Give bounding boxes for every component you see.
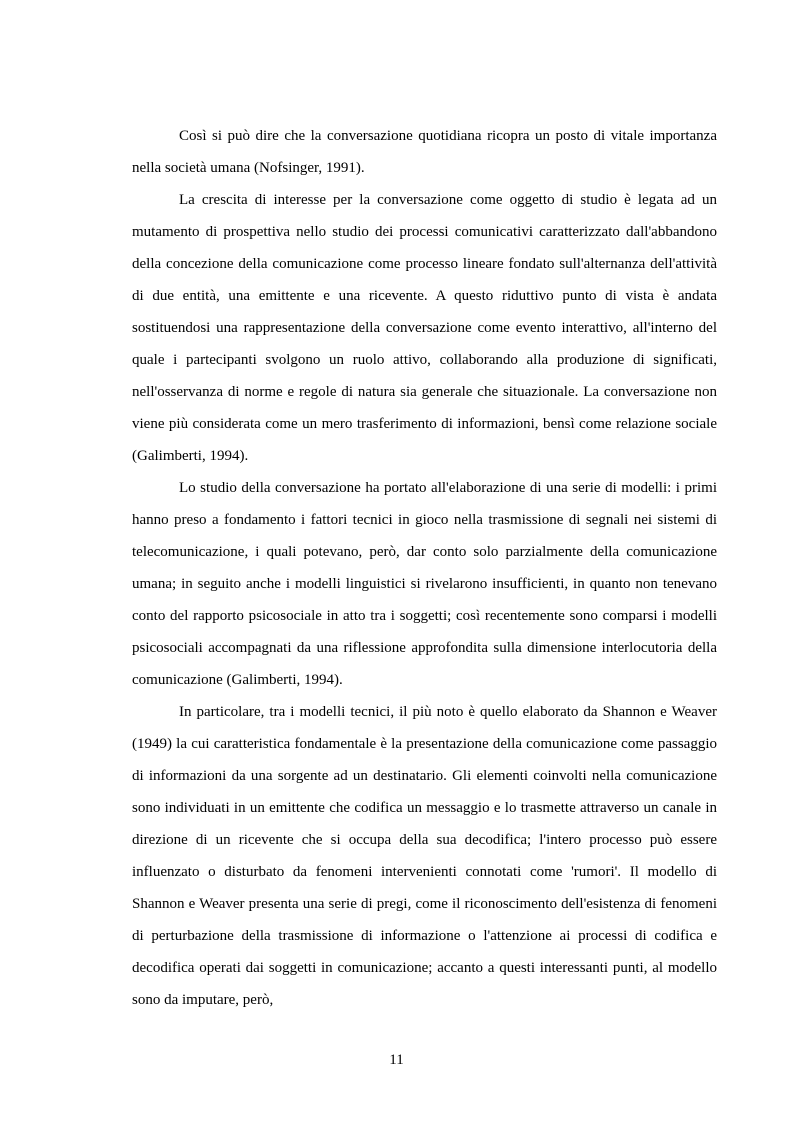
body-text <box>132 120 717 1016</box>
paragraph-1: Così si può dire che la conversazione quotidiana ricopra un posto di vitale importanza nella società umana (Nofsinger, 1991). <box>132 128 717 176</box>
paragraph-3: Lo studio della conversazione ha portato all'elaborazione di una serie di modelli: i primi hanno preso a fondamento i fattori tecnici in gioco nella trasmissione di segnali nei sistemi di telecomunicazione, i quali potevano, però, dar conto solo parzialmente della comunicazione umana; in seguito anche i modelli linguistici si rivelarono insufficienti, in quanto non tenevano conto del rapporto psicosociale in atto tra i soggetti; così recentemente sono comparsi i modelli psicosociali accompagnati da una riflessione approfondita sulla dimensione interlocutoria della comunicazione (Galimberti, 1994). <box>132 480 717 688</box>
paragraph-4: In particolare, tra i modelli tecnici, il più noto è quello elaborato da Shannon e Weaver (1949) la cui caratteristica fondamentale è la presentazione della comunicazione come passaggio di informazioni da una sorgente ad un destinatario. Gli elementi coinvolti nella comunicazione sono individuati in un emittente che codifica un messaggio e lo trasmette attraverso un canale in direzione di un ricevente che si occupa della sua decodifica; l'intero processo può essere influenzato o disturbato da fenomeni intervenienti connotati come 'rumori'. Il modello di Shannon e Weaver presenta una serie di pregi, come il riconoscimento dell'esistenza di fenomeni di perturbazione della trasmissione di informazione o l'attenzione ai processi di codifica e decodifica operati dai soggetti in comunicazione; accanto a questi interessanti punti, al modello sono da imputare, però, <box>132 704 717 1008</box>
page-number: 11 <box>389 1052 404 1068</box>
paragraph-2: La crescita di interesse per la conversazione come oggetto di studio è legata ad un mutamento di prospettiva nello studio dei processi comunicativi caratterizzato dall'abbandono della concezione della comunicazione come processo lineare fondato sull'alternanza dell'attività di due entità, una emittente e una ricevente. A questo riduttivo punto di vista è andata sostituendosi una rappresentazione della conversazione come evento interattivo, all'interno del quale i partecipanti svolgono un ruolo attivo, collaborando alla produzione di significati, nell'osservanza di norme e regole di natura sia generale che situazionale. La conversazione non viene più considerata come un mero trasferimento di informazioni, bensì come relazione sociale (Galimberti, 1994). <box>132 192 717 464</box>
